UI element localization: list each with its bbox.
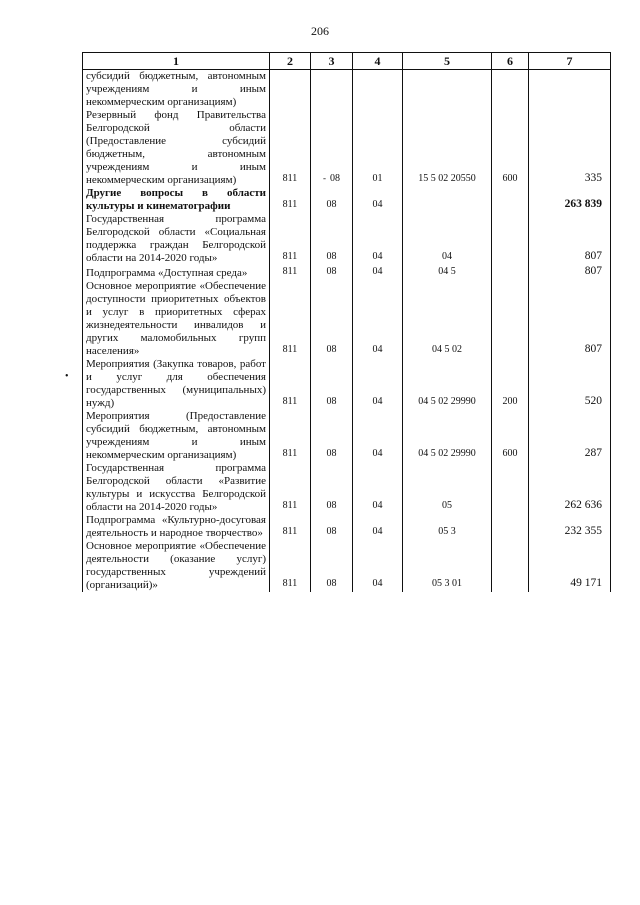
cell-c5: 05 bbox=[403, 462, 492, 514]
cell-c4: 04 bbox=[353, 540, 403, 592]
table-row bbox=[83, 358, 611, 410]
cell-c3: 08 bbox=[311, 358, 353, 410]
header-cell: 6 bbox=[492, 53, 529, 70]
table-row bbox=[83, 462, 611, 514]
cell-c3: 08 bbox=[311, 265, 353, 280]
row-name: Основное мероприятие «Обеспечение деятельности (оказание услуг) государственных учреждений (организаций)» bbox=[83, 540, 270, 592]
cell-c5: 04 5 02 bbox=[403, 280, 492, 358]
page-number: 206 bbox=[311, 24, 329, 38]
cell-c5: 04 5 bbox=[403, 265, 492, 280]
cell-c4: 04 bbox=[353, 514, 403, 540]
cell-c6 bbox=[492, 514, 529, 540]
row-name: Резервный фонд Правительства Белгородской области (Предоставление субсидий бюджетным, автономным учреждениям и иным некоммерческим организациям) bbox=[83, 109, 270, 187]
cell-c3-value: 08 bbox=[330, 173, 340, 184]
cell-c5: 04 5 02 29990 bbox=[403, 410, 492, 462]
cell-c6 bbox=[492, 540, 529, 592]
cell-c4: 04 bbox=[353, 410, 403, 462]
cell-c2: 811 bbox=[270, 358, 311, 410]
cell-c2 bbox=[270, 70, 311, 110]
header-cell: 5 bbox=[403, 53, 492, 70]
cell-c6: 600 bbox=[492, 410, 529, 462]
cell-c3: 08 bbox=[311, 410, 353, 462]
table-row bbox=[83, 187, 611, 213]
cell-amount: 520 bbox=[529, 358, 611, 410]
cell-amount: 335 bbox=[529, 109, 611, 187]
header-cell: 7 bbox=[529, 53, 611, 70]
cell-c6: 600 bbox=[492, 109, 529, 187]
cell-c3: 08 bbox=[311, 540, 353, 592]
table-row bbox=[83, 280, 611, 358]
cell-c6: 200 bbox=[492, 358, 529, 410]
cell-c4: 04 bbox=[353, 187, 403, 213]
table-row bbox=[83, 213, 611, 265]
cell-c3: 08 bbox=[311, 187, 353, 213]
cell-c6 bbox=[492, 187, 529, 213]
cell-c4: 04 bbox=[353, 462, 403, 514]
cell-c6 bbox=[492, 265, 529, 280]
cell-c4: 04 bbox=[353, 280, 403, 358]
cell-c5 bbox=[403, 187, 492, 213]
header-cell: 4 bbox=[353, 53, 403, 70]
cell-c4: 01 bbox=[353, 109, 403, 187]
cell-amount: 49 171 bbox=[529, 540, 611, 592]
cell-c3: 08 bbox=[311, 514, 353, 540]
cell-amount bbox=[529, 70, 611, 110]
stray-mark: • bbox=[65, 371, 69, 382]
cell-c2: 811 bbox=[270, 213, 311, 265]
cell-amount: 262 636 bbox=[529, 462, 611, 514]
cell-c5: 05 3 bbox=[403, 514, 492, 540]
cell-amount: 807 bbox=[529, 280, 611, 358]
header-row bbox=[83, 53, 611, 70]
cell-c5: 15 5 02 20550 bbox=[403, 109, 492, 187]
row-name: Подпрограмма «Доступная среда» bbox=[83, 265, 270, 280]
row-name: Государственная программа Белгородской области «Социальная поддержка граждан Белгородской области на 2014-2020 годы» bbox=[83, 213, 270, 265]
cell-c2: 811 bbox=[270, 187, 311, 213]
cell-c2: 811 bbox=[270, 514, 311, 540]
cell-c2: 811 bbox=[270, 109, 311, 187]
cell-c6 bbox=[492, 70, 529, 110]
row-name: Мероприятия (Предоставление субсидий бюджетным, автономным учреждениям и иным некоммерческим организациям) bbox=[83, 410, 270, 462]
table-row bbox=[83, 514, 611, 540]
table-row bbox=[83, 70, 611, 110]
cell-c2: 811 bbox=[270, 410, 311, 462]
cell-c2: 811 bbox=[270, 462, 311, 514]
table-row bbox=[83, 265, 611, 280]
header-cell: 1 bbox=[83, 53, 270, 70]
table-row bbox=[83, 410, 611, 462]
row-name: Подпрограмма «Культурно-досуговая деятельность и народное творчество» bbox=[83, 514, 270, 540]
row-name: Государственная программа Белгородской области «Развитие культуры и искусства Белгородской области на 2014-2020 годы» bbox=[83, 462, 270, 514]
cell-amount: 807 bbox=[529, 213, 611, 265]
cell-c6 bbox=[492, 213, 529, 265]
cell-c3 bbox=[311, 70, 353, 110]
cell-c4: 04 bbox=[353, 265, 403, 280]
cell-c4: 04 bbox=[353, 358, 403, 410]
row-name: Основное мероприятие «Обеспечение доступности приоритетных объектов и услуг в приоритетных сферах жизнедеятельности инвалидов и других маломобильных групп населения» bbox=[83, 280, 270, 358]
cell-c5 bbox=[403, 70, 492, 110]
budget-table bbox=[82, 52, 611, 592]
cell-c3: 08 bbox=[311, 462, 353, 514]
row-name: Другие вопросы в области культуры и кинематографии bbox=[83, 187, 270, 213]
cell-c4: 04 bbox=[353, 213, 403, 265]
cell-c6 bbox=[492, 462, 529, 514]
cell-amount: 807 bbox=[529, 265, 611, 280]
cell-c2: 811 bbox=[270, 265, 311, 280]
cell-c3: 08 bbox=[311, 280, 353, 358]
cell-amount: 263 839 bbox=[529, 187, 611, 213]
header-cell: 2 bbox=[270, 53, 311, 70]
table-row bbox=[83, 540, 611, 592]
cell-c5: 05 3 01 bbox=[403, 540, 492, 592]
cell-c6 bbox=[492, 280, 529, 358]
header-cell: 3 bbox=[311, 53, 353, 70]
cell-c5: 04 bbox=[403, 213, 492, 265]
cell-c2: 811 bbox=[270, 540, 311, 592]
cell-c3: 08 bbox=[311, 213, 353, 265]
row-name: Мероприятия (Закупка товаров, работ и услуг для обеспечения государственных (муниципальных) нужд) bbox=[83, 358, 270, 410]
cell-c4 bbox=[353, 70, 403, 110]
table-row bbox=[83, 109, 611, 187]
cell-amount: 232 355 bbox=[529, 514, 611, 540]
cell-c3: - 08 bbox=[311, 109, 353, 187]
cell-amount: 287 bbox=[529, 410, 611, 462]
cell-c5: 04 5 02 29990 bbox=[403, 358, 492, 410]
row-name: субсидий бюджетным, автономным учреждениям и иным некоммерческим организациям) bbox=[83, 70, 270, 110]
cell-c2: 811 bbox=[270, 280, 311, 358]
